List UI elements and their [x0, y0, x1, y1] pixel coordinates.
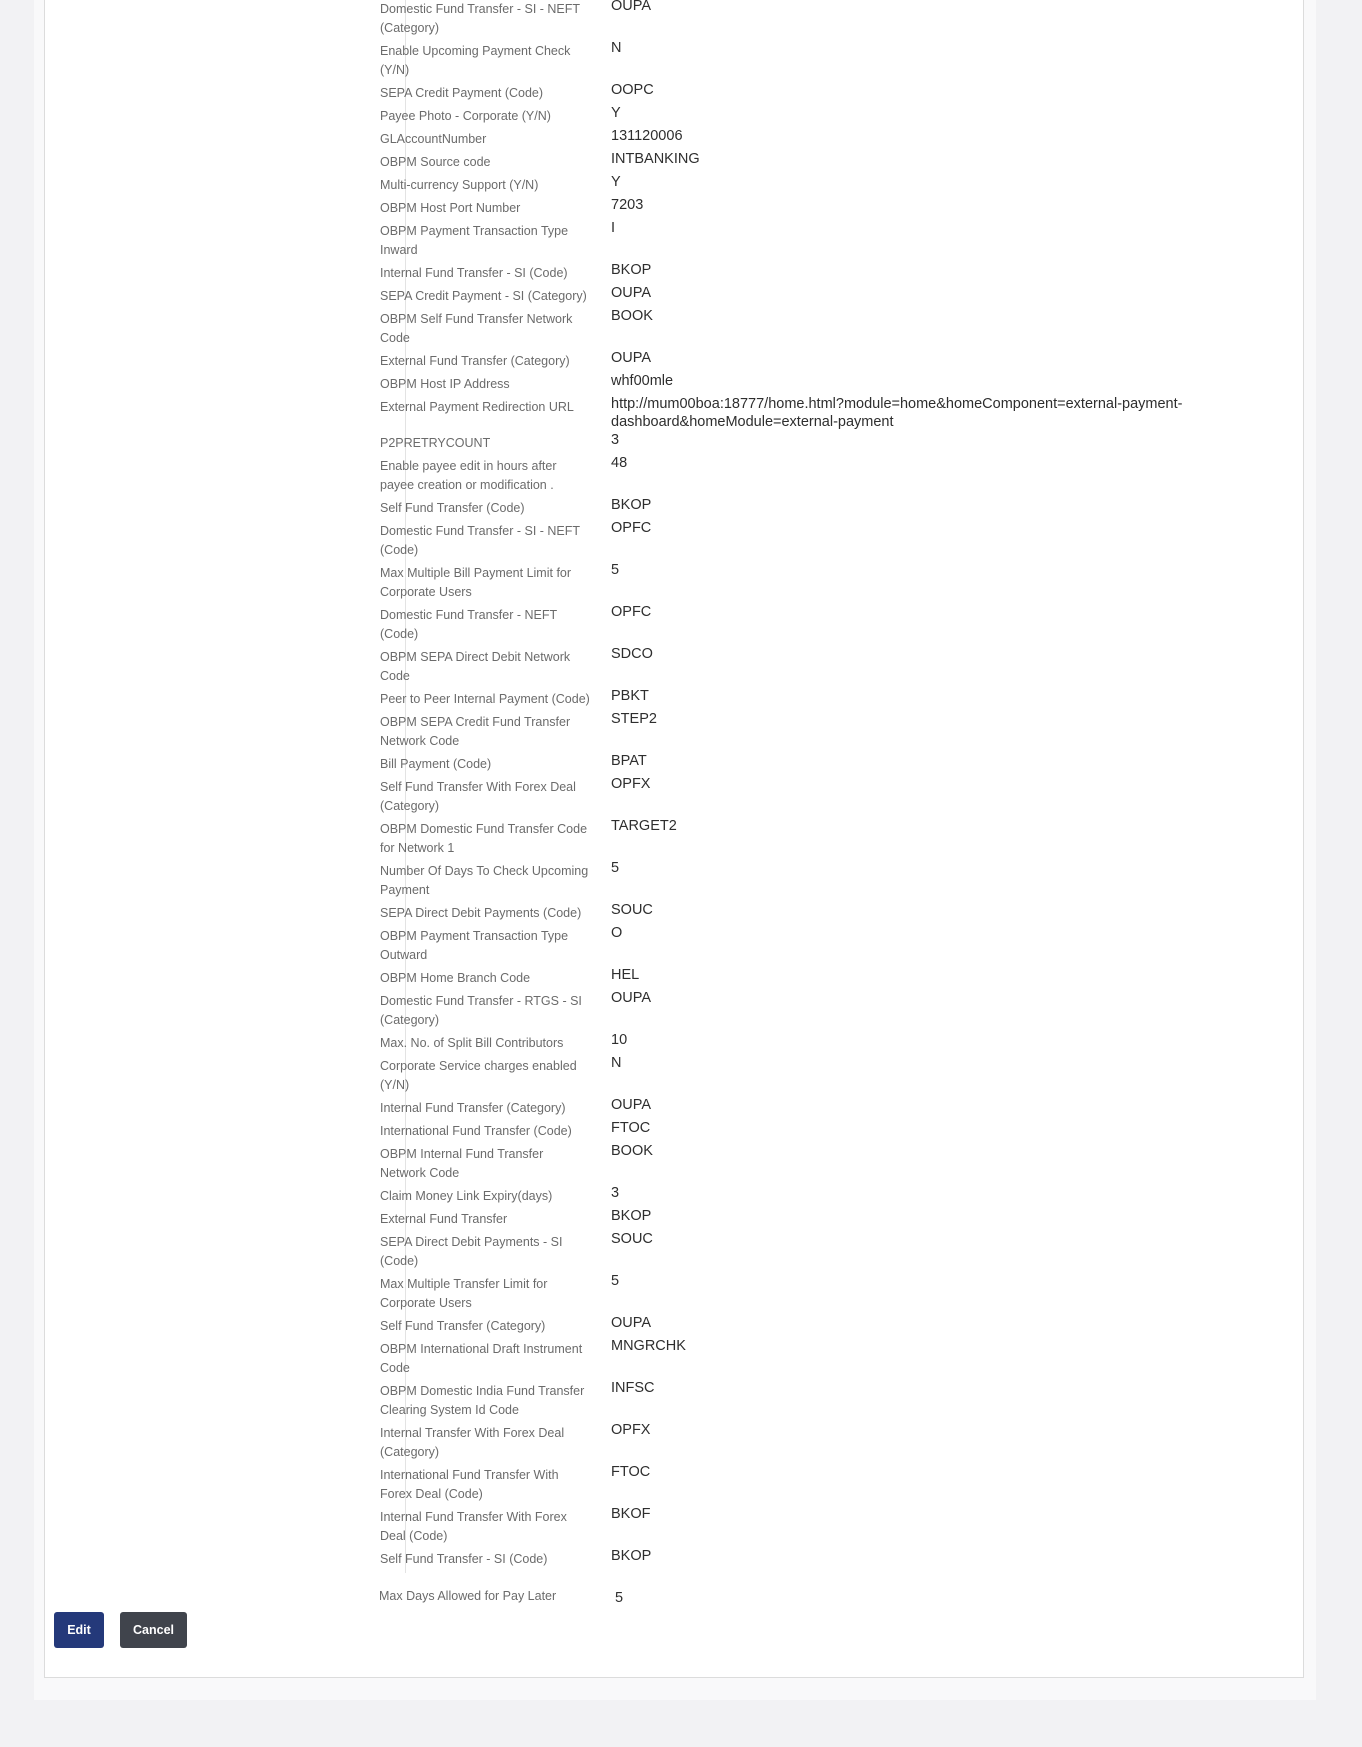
config-label: OBPM Self Fund Transfer Network Code: [380, 312, 573, 345]
config-label: P2PRETRYCOUNT: [380, 436, 491, 450]
config-label: OBPM Domestic India Fund Transfer Clearing System Id Code: [380, 1384, 585, 1417]
config-label: Corporate Service charges enabled (Y/N): [380, 1059, 577, 1092]
config-value: MNGRCHK: [611, 1338, 686, 1354]
config-value: BKOP: [611, 1548, 652, 1564]
config-label: OBPM Host IP Address: [380, 377, 510, 391]
config-label: Internal Fund Transfer With Forex Deal (Code): [380, 1510, 567, 1543]
config-value: whf00mle: [611, 373, 674, 389]
config-label: Self Fund Transfer (Category): [380, 1319, 546, 1333]
config-value: OUPA: [611, 1097, 652, 1113]
config-label: GLAccountNumber: [380, 132, 487, 146]
config-value: 48: [611, 455, 628, 471]
config-label: OBPM Payment Transaction Type Inward: [380, 224, 569, 257]
config-label: Claim Money Link Expiry(days): [380, 1189, 553, 1203]
config-value: OPFC: [611, 520, 652, 536]
config-value: 5: [611, 860, 620, 876]
config-value: BKOP: [611, 262, 652, 278]
config-value: TARGET2: [611, 818, 677, 834]
config-label: Self Fund Transfer (Code): [380, 501, 525, 515]
config-value: BOOK: [611, 1143, 653, 1159]
config-label: OBPM Home Branch Code: [380, 971, 531, 985]
config-label: OBPM SEPA Credit Fund Transfer Network Code: [380, 715, 571, 748]
config-label: Enable payee edit in hours after payee creation or modification .: [380, 459, 557, 492]
config-value: OUPA: [611, 990, 652, 1006]
config-value: OPFX: [611, 1422, 651, 1438]
config-label: External Payment Redirection URL: [380, 400, 574, 414]
config-value: SOUC: [611, 902, 653, 918]
config-value: 3: [611, 1185, 620, 1201]
edit-button[interactable]: Edit: [54, 1612, 104, 1648]
config-value: 5: [615, 1590, 624, 1606]
config-label: Number Of Days To Check Upcoming Payment: [380, 864, 589, 897]
config-value: 10: [611, 1032, 628, 1048]
config-label: Domestic Fund Transfer - NEFT (Code): [380, 608, 557, 641]
config-value: OOPC: [611, 82, 654, 98]
config-label: Max. No. of Split Bill Contributors: [380, 1036, 564, 1050]
config-value: SDCO: [611, 646, 653, 662]
config-label: Internal Transfer With Forex Deal (Category): [380, 1426, 565, 1459]
config-label: Max Days Allowed for Pay Later: [379, 1589, 557, 1603]
config-label: Multi-currency Support (Y/N): [380, 178, 539, 192]
config-value: BOOK: [611, 308, 653, 324]
config-value: INFSC: [611, 1380, 655, 1396]
config-label: Bill Payment (Code): [380, 757, 492, 771]
config-label: International Fund Transfer With Forex Deal (Code): [380, 1468, 559, 1501]
config-label: International Fund Transfer (Code): [380, 1124, 572, 1138]
config-label: OBPM International Draft Instrument Code: [380, 1342, 583, 1375]
config-label: External Fund Transfer: [380, 1212, 508, 1226]
config-label: Peer to Peer Internal Payment (Code): [380, 692, 590, 706]
config-value: http://mum00boa:18777/home.html?module=home&homeComponent=external-payment-dashboard&homeModule=external-payment: [611, 396, 1183, 430]
config-label: SEPA Direct Debit Payments - SI (Code): [380, 1235, 563, 1268]
config-value: BKOP: [611, 1208, 652, 1224]
config-value: OUPA: [611, 350, 652, 366]
config-value: 7203: [611, 197, 644, 213]
config-label: SEPA Credit Payment (Code): [380, 86, 544, 100]
config-value: BPAT: [611, 753, 647, 769]
config-label: Internal Fund Transfer - SI (Code): [380, 266, 568, 280]
config-label: Self Fund Transfer With Forex Deal (Category): [380, 780, 576, 813]
config-label: Internal Fund Transfer (Category): [380, 1101, 566, 1115]
config-label: OBPM Domestic Fund Transfer Code for Network 1: [380, 822, 588, 855]
config-value: OPFX: [611, 776, 651, 792]
config-label: SEPA Direct Debit Payments (Code): [380, 906, 582, 920]
config-value: PBKT: [611, 688, 649, 704]
config-value: SOUC: [611, 1231, 653, 1247]
config-label: OBPM Internal Fund Transfer Network Code: [380, 1147, 544, 1180]
config-value: OPFC: [611, 604, 652, 620]
config-value: STEP2: [611, 711, 657, 727]
config-value: BKOF: [611, 1506, 651, 1522]
config-value: 131120006: [611, 128, 683, 144]
config-label: Domestic Fund Transfer - SI - NEFT (Category): [380, 2, 580, 35]
config-label: External Fund Transfer (Category): [380, 354, 570, 368]
config-label: Enable Upcoming Payment Check (Y/N): [380, 44, 571, 77]
config-label: OBPM Host Port Number: [380, 201, 521, 215]
config-value: OUPA: [611, 1315, 652, 1331]
config-value: INTBANKING: [611, 151, 700, 167]
config-label: OBPM Payment Transaction Type Outward: [380, 929, 569, 962]
config-value: OUPA: [611, 0, 652, 14]
config-value: BKOP: [611, 497, 652, 513]
config-value: 5: [611, 1273, 620, 1289]
config-label: Max Multiple Bill Payment Limit for Corporate Users: [380, 566, 572, 599]
config-label: Self Fund Transfer - SI (Code): [380, 1552, 548, 1566]
config-label: Max Multiple Transfer Limit for Corporate Users: [380, 1277, 548, 1310]
config-value: Y: [611, 174, 621, 190]
config-value: HEL: [611, 967, 640, 983]
config-value: 5: [611, 562, 620, 578]
config-value: I: [611, 220, 616, 236]
config-label: SEPA Credit Payment - SI (Category): [380, 289, 587, 303]
config-value: N: [611, 40, 622, 56]
config-value: 3: [611, 432, 620, 448]
config-label: Payee Photo - Corporate (Y/N): [380, 109, 551, 123]
config-value: OUPA: [611, 285, 652, 301]
config-value: N: [611, 1055, 622, 1071]
config-label: OBPM SEPA Direct Debit Network Code: [380, 650, 571, 683]
cancel-button[interactable]: Cancel: [120, 1612, 187, 1648]
config-label: Domestic Fund Transfer - SI - NEFT (Code): [380, 524, 580, 557]
config-value: Y: [611, 105, 621, 121]
config-value: FTOC: [611, 1120, 651, 1136]
config-value: FTOC: [611, 1464, 651, 1480]
config-label: Domestic Fund Transfer - RTGS - SI (Category): [380, 994, 582, 1027]
config-label: OBPM Source code: [380, 155, 491, 169]
config-value: O: [611, 925, 623, 941]
